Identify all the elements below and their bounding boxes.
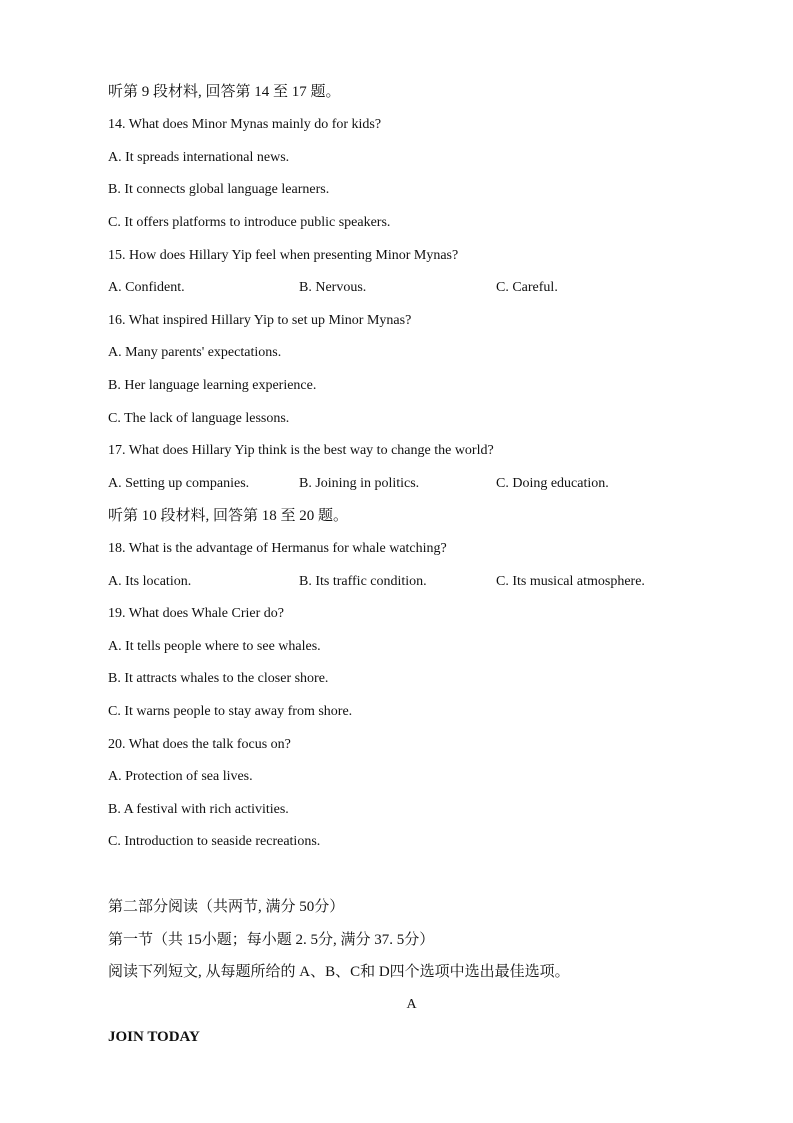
q17-stem: 17. What does Hillary Yip think is the best way to change the world? — [108, 443, 494, 458]
q16-option-c: C. The lack of language lessons. — [108, 411, 290, 426]
section9-header: 听第 9 段材料, 回答第 14 至 17 题。 — [108, 84, 341, 100]
q17-option-a: A. Setting up companies. — [108, 476, 250, 491]
q15-option-a: A. Confident. — [108, 280, 185, 295]
q19-option-c: C. It warns people to stay away from shore. — [108, 704, 353, 719]
q18-option-a: A. Its location. — [108, 574, 192, 589]
q14-stem: 14. What does Minor Mynas mainly do for kids? — [108, 117, 382, 132]
q18-option-b: B. Its traffic condition. — [299, 574, 427, 589]
q18-stem: 18. What is the advantage of Hermanus for whale watching? — [108, 541, 447, 556]
q16-option-b: B. Her language learning experience. — [108, 378, 317, 393]
section10-header: 听第 10 段材料, 回答第 18 至 20 题。 — [108, 508, 349, 524]
q19-stem: 19. What does Whale Crier do? — [108, 606, 284, 621]
q19-option-b: B. It attracts whales to the closer shore. — [108, 671, 329, 686]
passage-letter: A — [406, 997, 417, 1012]
q16-stem: 16. What inspired Hillary Yip to set up Minor Mynas? — [108, 313, 412, 328]
q16-option-a: A. Many parents' expectations. — [108, 345, 282, 360]
q17-option-b: B. Joining in politics. — [299, 476, 420, 491]
passage-title: JOIN TODAY — [108, 1029, 200, 1045]
q20-option-a: A. Protection of sea lives. — [108, 769, 253, 784]
q18-option-c: C. Its musical atmosphere. — [496, 574, 645, 589]
q19-option-a: A. It tells people where to see whales. — [108, 639, 321, 654]
q17-option-c: C. Doing education. — [496, 476, 609, 491]
q20-option-c: C. Introduction to seaside recreations. — [108, 834, 321, 849]
section1-title: 第一节（共 15小题；每小题 2. 5分, 满分 37. 5分） — [108, 932, 435, 948]
part2-title: 第二部分阅读（共两节, 满分 50分） — [108, 899, 345, 915]
q14-option-b: B. It connects global language learners. — [108, 182, 330, 197]
q14-option-c: C. It offers platforms to introduce public speakers. — [108, 215, 391, 230]
q14-option-a: A. It spreads international news. — [108, 150, 290, 165]
q15-option-c: C. Careful. — [496, 280, 558, 295]
reading-instructions: 阅读下列短文, 从每题所给的 A、B、C和 D四个选项中选出最佳选项。 — [108, 964, 570, 980]
q15-option-b: B. Nervous. — [299, 280, 367, 295]
q20-stem: 20. What does the talk focus on? — [108, 737, 291, 752]
q20-option-b: B. A festival with rich activities. — [108, 802, 289, 817]
q15-stem: 15. How does Hillary Yip feel when presenting Minor Mynas? — [108, 248, 459, 263]
